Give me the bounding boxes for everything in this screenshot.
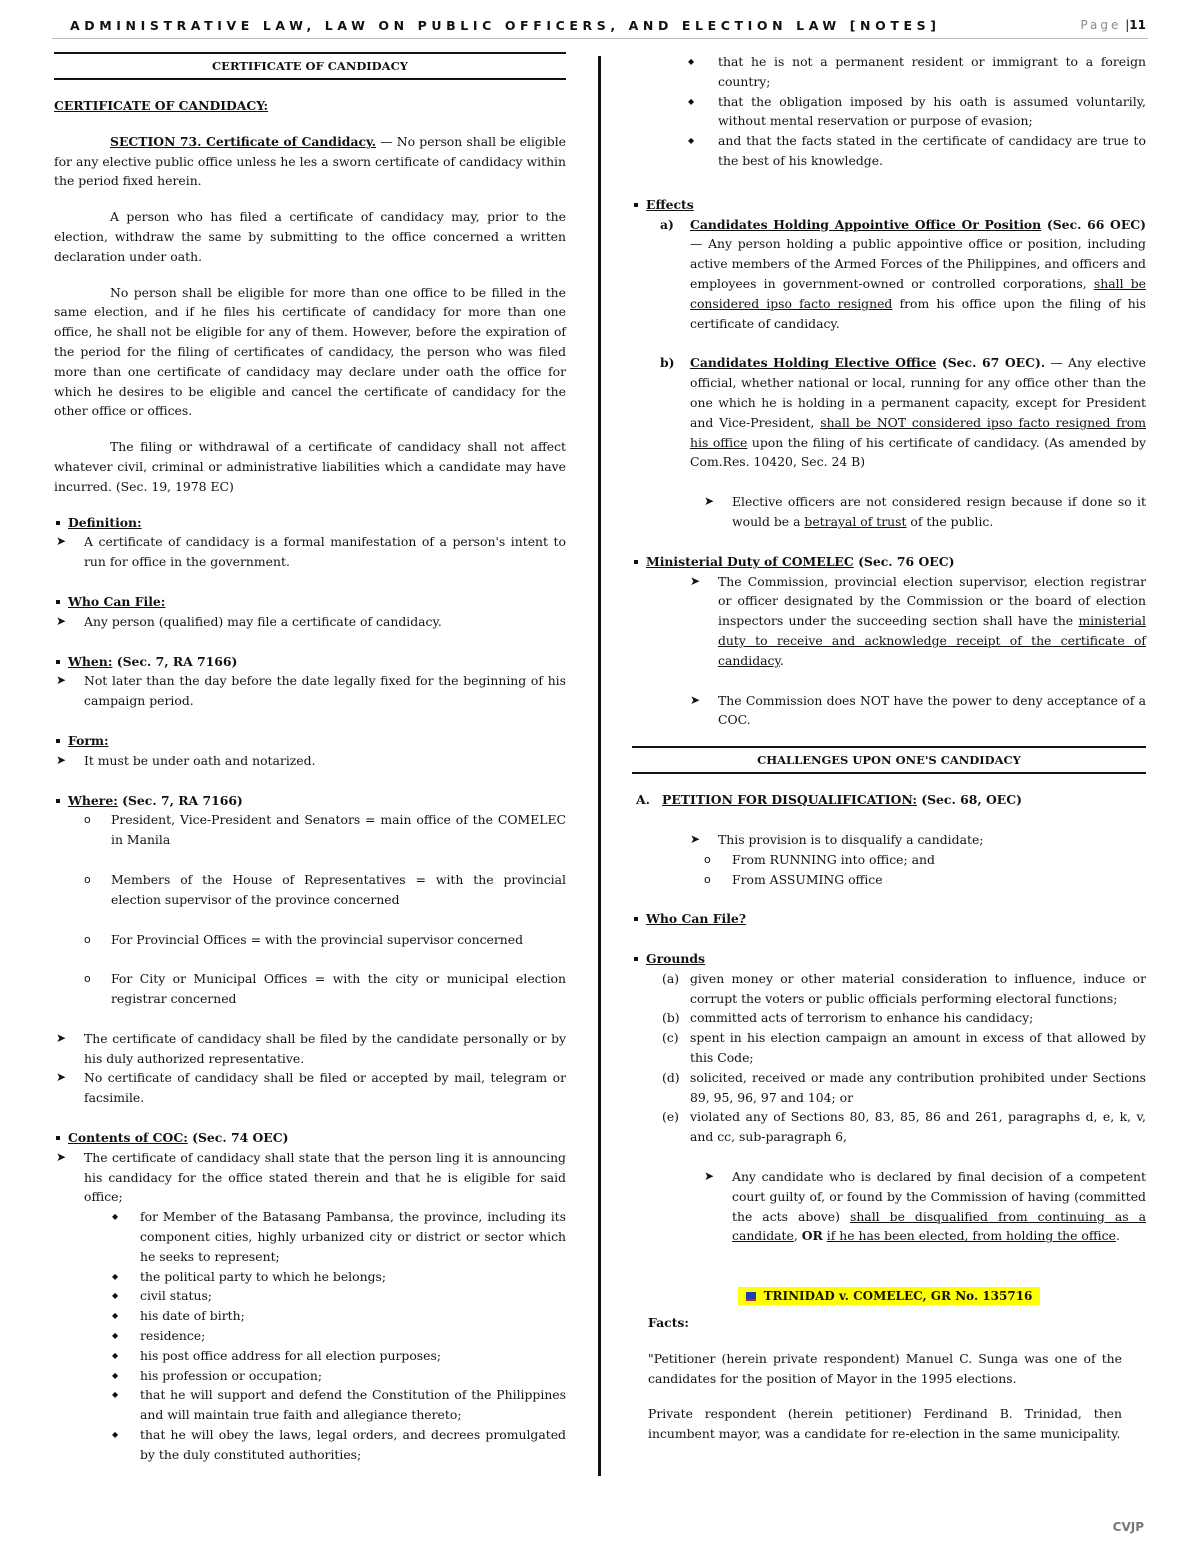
where-item: o For City or Municipal Offices = with the city or municipal election registrar concerned: [54, 969, 566, 1009]
effect-elective: [632, 353, 1146, 472]
ministerial-item: ➤ The Commission does NOT have the power to deny acceptance of a COC.: [632, 691, 1146, 731]
ground-item: [632, 969, 1146, 1009]
left-column: [54, 52, 566, 1465]
grounds-heading: [632, 949, 1146, 969]
ministerial-ref: (Sec. 76 OEC): [853, 553, 955, 569]
petition-heading: [632, 790, 1146, 810]
ground-text: given money or other material consideration to influence, induce or corrupt the voters or public officials performing electoral functions;: [690, 970, 1146, 1006]
ministerial-item-end: .: [779, 652, 784, 668]
where-arrow-item: ➤ The certificate of candidacy shall be filed by the candidate personally or by his duly authorized representative.: [54, 1029, 566, 1069]
sec73-text: — No person shall be eligible for any elective public office unless he les a sworn certificate of candidacy within the period fixed herein.: [54, 133, 566, 189]
who-can-file-label: Who Can File:: [68, 593, 166, 609]
when-heading: [54, 652, 566, 672]
right-column: [632, 52, 1146, 1444]
contents-list-item: ◆ the political party to which he belongs;: [54, 1267, 566, 1287]
contents-list-item: ◆ for Member of the Batasang Pambansa, the province, including its component cities, highly urbanized city or district or sector which he seeks to represent;: [54, 1207, 566, 1266]
where-heading: [54, 791, 566, 811]
definition-heading: [54, 513, 566, 533]
grounds-note: [632, 1167, 1146, 1246]
effect-b-label: b): [660, 355, 675, 371]
contents-list-item: ◆ his profession or occupation;: [54, 1366, 566, 1386]
effect-b-underlined: shall be NOT considered ipso facto resigned from his office: [690, 414, 1146, 450]
effect-b-note: [632, 492, 1146, 532]
who-can-file-label: Who Can File?: [646, 911, 747, 927]
facts-paragraph: "Petitioner (herein private respondent) Manuel C. Sunga was one of the candidates for the position of Mayor in the 1995 elections.: [648, 1350, 1122, 1386]
where-arrow-item: ➤ No certificate of candidacy shall be filed or accepted by mail, telegram or facsimile.: [54, 1068, 566, 1108]
ministerial-item-text: The Commission, provincial election supervisor, election registrar or officer designated by the Commission or the board of election inspectors under the succeeding section shall have the: [718, 573, 1146, 629]
page-sep: |: [1125, 18, 1130, 32]
contents-heading: [54, 1128, 566, 1148]
grounds-note-or: OR: [801, 1228, 823, 1244]
petition-sub-item: o From RUNNING into office; and: [632, 850, 1146, 870]
effect-b-note-underlined: betrayal of trust: [804, 513, 907, 529]
who-can-file-heading: [632, 909, 1146, 929]
contents-item: ➤ The certificate of candidacy shall state that the person ling it is announcing his candidacy for the office stated therein and that he is eligible for said office;: [54, 1148, 566, 1207]
grounds-note-sep: ,: [793, 1228, 802, 1244]
ministerial-heading: [632, 552, 1146, 572]
page-number: [1080, 16, 1146, 36]
effect-b-note-end: of the public.: [906, 513, 994, 529]
petition-sub-item: o From ASSUMING office: [632, 870, 1146, 890]
petition-ref: (Sec. 68, OEC): [916, 792, 1022, 808]
grounds-note-underlined-2: if he has been elected, from holding the office: [826, 1228, 1116, 1244]
where-label: Where:: [68, 792, 118, 808]
facts-paragraph: Private respondent (herein petitioner) Ferdinand B. Trinidad, then incumbent mayor, was a candidate for re-election in the same municipality.: [648, 1406, 1122, 1442]
effect-b-text-end: upon the filing of his certificate of candidacy. (As amended by Com.Res. 10420, Sec. 24 B): [690, 434, 1146, 470]
petition-item: ➤ This provision is to disqualify a candidate;: [632, 830, 1146, 850]
effect-b-title: Candidates Holding Elective Office: [690, 355, 937, 371]
definition-item: ➤ A certificate of candidacy is a formal manifestation of a person's intent to run for office in the government.: [54, 532, 566, 572]
contents-list-item: ◆ and that the facts stated in the certificate of candidacy are true to the best of his knowledge.: [632, 131, 1146, 171]
case-title-text: TRINIDAD v. COMELEC, GR No. 135716: [763, 1289, 1033, 1304]
subheading: CERTIFICATE OF CANDIDACY:: [54, 98, 269, 113]
ground-item: [632, 1107, 1146, 1147]
sec73-paragraph: [54, 132, 566, 191]
effect-b-ref: (Sec. 67 OEC).: [936, 355, 1046, 371]
ministerial-label: Ministerial Duty of COMELEC: [646, 553, 854, 569]
ground-text: spent in his election campaign an amount in excess of that allowed by this Code;: [690, 1030, 1146, 1066]
ground-label: (c): [662, 1030, 679, 1046]
effect-a-text-end: from his office upon the filing of his certificate of candidacy.: [690, 295, 1146, 331]
philippine-flag-icon: [746, 1292, 756, 1301]
who-can-file-item: ➤ Any person (qualified) may file a certificate of candidacy.: [54, 612, 566, 632]
definition-label: Definition:: [68, 514, 142, 530]
when-item: ➤ Not later than the day before the date legally fixed for the beginning of his campaign period.: [54, 671, 566, 711]
effect-a-underlined: shall be considered ipso facto resigned: [690, 275, 1147, 311]
grounds-note-text: Any candidate who is declared by final decision of a competent court guilty of, or found by the Commission of having (committed the acts above): [732, 1169, 1146, 1224]
footer-mark: CVJP: [1112, 1520, 1144, 1534]
petition-label: A.: [636, 792, 650, 808]
contents-list-item: ◆ that he will support and defend the Constitution of the Philippines and will maintain true faith and allegiance thereto;: [54, 1385, 566, 1425]
facts-heading: Facts:: [648, 1315, 689, 1331]
ground-label: (b): [662, 1010, 680, 1026]
contents-list-item: ◆ that he will obey the laws, legal orders, and decrees promulgated by the duly constituted authorities;: [54, 1425, 566, 1465]
ground-item: [632, 1008, 1146, 1028]
contents-list-item: ◆ that the obligation imposed by his oath is assumed voluntarily, without mental reservation or purpose of evasion;: [632, 92, 1146, 132]
effect-b-text: — Any elective official, whether national or local, running for any office other than the one which he is holding in a permanent capacity, except for President and Vice-President,: [690, 355, 1146, 430]
ministerial-item: [632, 572, 1146, 671]
effects-heading: [632, 195, 1146, 215]
when-label: When:: [68, 653, 113, 669]
where-item: o Members of the House of Representatives = with the provincial election supervisor of the province concerned: [54, 870, 566, 910]
header-title: ADMINISTRATIVE LAW, LAW ON PUBLIC OFFICERS, AND ELECTION LAW [NOTES]: [70, 18, 941, 33]
effect-b-note-text: Elective officers are not considered resign because if done so it would be a: [732, 494, 1146, 529]
ministerial-item-underlined: ministerial duty to receive and acknowledge receipt of the certificate of candidacy: [718, 613, 1146, 668]
contents-list-item: ◆ his post office address for all election purposes;: [54, 1346, 566, 1366]
contents-ref: (Sec. 74 OEC): [187, 1130, 289, 1146]
petition-title: PETITION FOR DISQUALIFICATION:: [662, 792, 917, 808]
ground-label: (a): [662, 970, 680, 986]
ground-text: committed acts of terrorism to enhance his candidacy;: [690, 1010, 1034, 1026]
contents-list-item: ◆ civil status;: [54, 1286, 566, 1306]
grounds-label: Grounds: [646, 951, 706, 967]
contents-list-item: ◆ that he is not a permanent resident or immigrant to a foreign country;: [632, 52, 1146, 92]
section-title-box: CERTIFICATE OF CANDIDACY: [54, 52, 566, 80]
effect-a-title: Candidates Holding Appointive Office Or Position: [690, 216, 1042, 232]
ground-label: (e): [662, 1109, 680, 1125]
ground-item: [632, 1068, 1146, 1108]
where-item: o For Provincial Offices = with the provincial supervisor concerned: [54, 930, 566, 950]
contents-list-item: ◆ residence;: [54, 1326, 566, 1346]
ground-label: (d): [662, 1069, 680, 1085]
where-item: o President, Vice-President and Senators = main office of the COMELEC in Manila: [54, 810, 566, 850]
contents-label: Contents of COC:: [68, 1130, 188, 1146]
grounds-note-underlined: shall be disqualified from continuing as a candidate: [732, 1208, 1147, 1244]
ground-text: solicited, received or made any contribution prohibited under Sections 89, 95, 96, 97 and 104; or: [690, 1069, 1146, 1105]
ground-item: [632, 1028, 1146, 1068]
page-word: Page: [1080, 18, 1122, 32]
case-title: [632, 1286, 1146, 1307]
running-header: [52, 14, 1148, 39]
challenges-title-box: CHALLENGES UPON ONE'S CANDIDACY: [632, 746, 1146, 774]
effect-a-label: a): [660, 216, 674, 232]
effects-label: Effects: [646, 196, 694, 212]
case-title-highlight: [738, 1287, 1041, 1305]
form-heading: [54, 731, 566, 751]
form-item: ➤ It must be under oath and notarized.: [54, 751, 566, 771]
effect-appointive: [632, 215, 1146, 334]
paragraph-eligibility: No person shall be eligible for more than one office to be filled in the same election, and if he files his certificate of candidacy for more than one office, he shall not be eligible for any of them. However, before the expiration of the period for the filing of certificates of candidacy, the person who was filed more than one certificate of candidacy may declare under oath the office for which he desires to be eligible and cancel the certificate of candidacy for the other office or offices.: [54, 284, 566, 419]
paragraph-liabilities: The filing or withdrawal of a certificate of candidacy shall not affect whatever civil, criminal or administrative liabilities which a candidate may have incurred. (Sec. 19, 1978 EC): [54, 439, 566, 494]
grounds-note-end: .: [1115, 1228, 1120, 1244]
where-ref: (Sec. 7, RA 7166): [117, 792, 243, 808]
ground-text: violated any of Sections 80, 83, 85, 86 and 261, paragraphs d, e, k, v, and cc, sub-paragraph 6,: [690, 1109, 1146, 1145]
paragraph-withdraw: A person who has filed a certificate of candidacy may, prior to the election, withdraw the same by submitting to the office concerned a written declaration under oath.: [54, 209, 566, 264]
who-can-file-heading: [54, 592, 566, 612]
form-label: Form:: [68, 732, 109, 748]
column-divider: [598, 56, 601, 1476]
page-num: 11: [1129, 18, 1146, 32]
effect-a-text: — Any person holding a public appointive office or position, including active members of the Armed Forces of the Philippines, and officers and employees in government-owned or controlled corporations,: [690, 236, 1146, 291]
contents-list-item: ◆ his date of birth;: [54, 1306, 566, 1326]
when-ref: (Sec. 7, RA 7166): [112, 653, 238, 669]
sec73-title: SECTION 73. Certificate of Candidacy.: [110, 133, 377, 149]
effect-a-ref: (Sec. 66 OEC): [1041, 216, 1146, 232]
